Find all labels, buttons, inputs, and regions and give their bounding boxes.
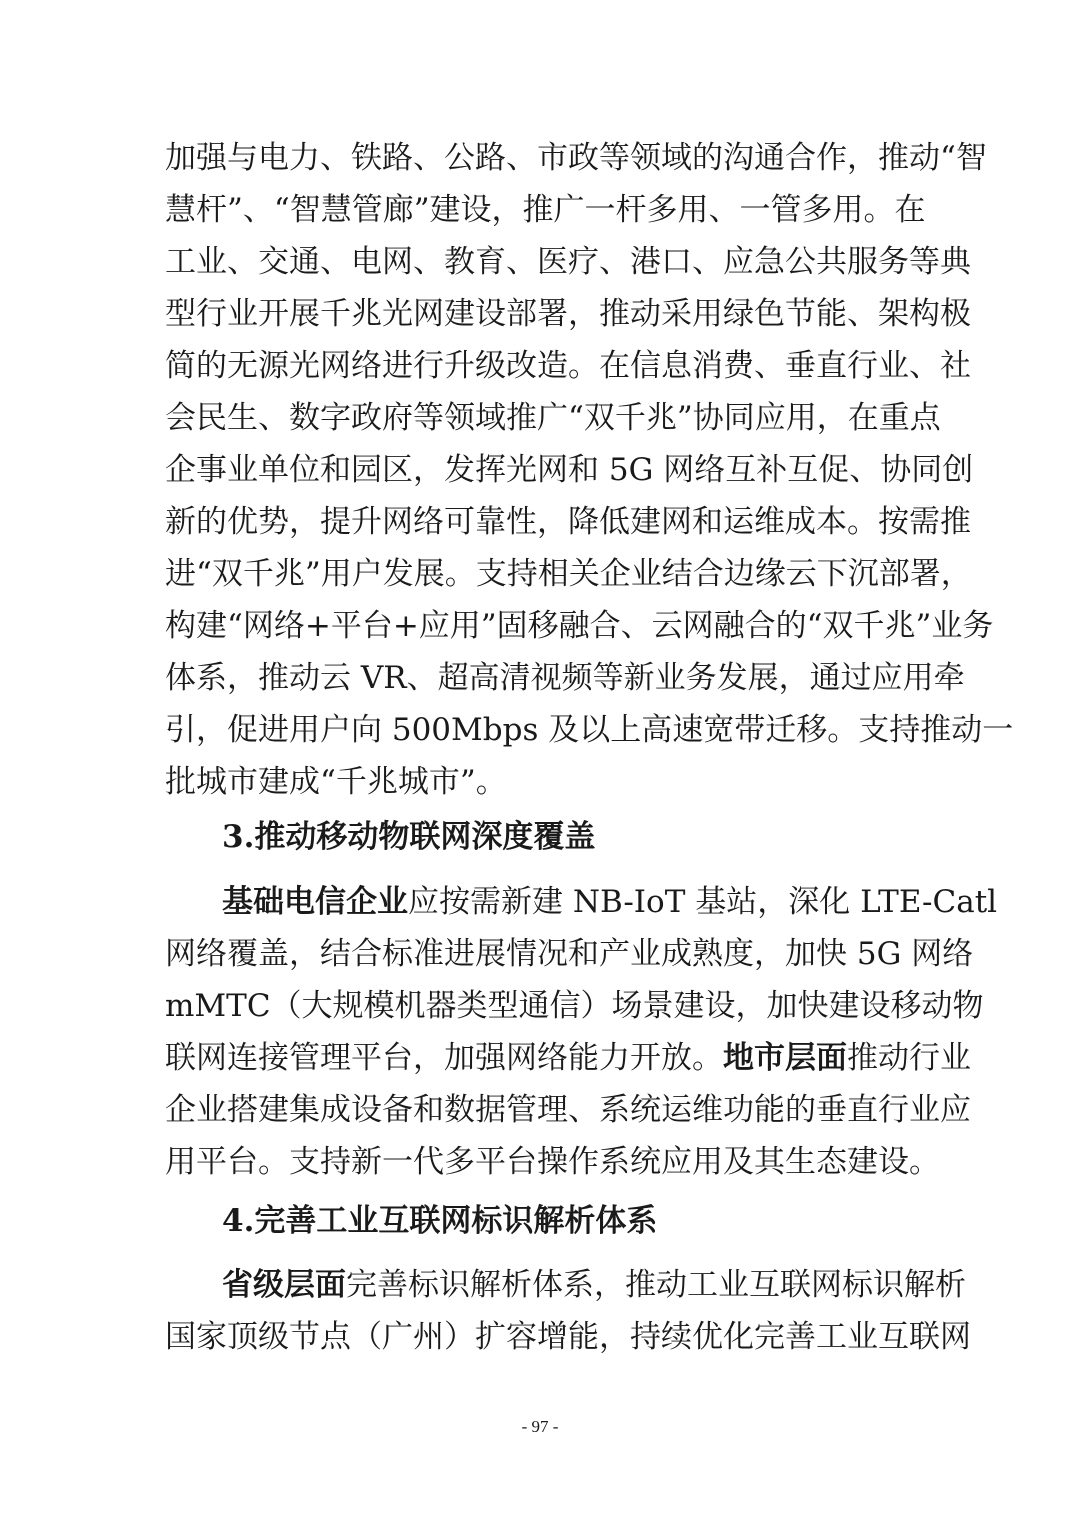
section-3-line-1 xyxy=(222,876,998,928)
paragraph-line: 构建“网络+平台+应用”固移融合、云网融合的“双千兆”业务 xyxy=(165,608,994,644)
paragraph-line: 进“双千兆”用户发展。支持相关企业结合边缘云下沉部署， xyxy=(165,556,972,592)
section-3-heading: 3.推动移动物联网深度覆盖 xyxy=(222,819,596,855)
section-4-line-2: 国家顶级节点（广州）扩容增能，持续优化完善工业互联网 xyxy=(165,1319,971,1355)
section-4-heading: 4.完善工业互联网标识解析体系 xyxy=(222,1203,658,1239)
section-3-line-3: mMTC（大规模机器类型通信）场景建设，加快建设移动物 xyxy=(165,988,984,1024)
paragraph-line: 型行业开展千兆光网建设部署，推动采用绿色节能、架构极 xyxy=(165,296,971,332)
section-4-line-1 xyxy=(222,1259,966,1311)
paragraph-line: 体系，推动云 VR、超高清视频等新业务发展，通过应用牵 xyxy=(165,660,965,696)
paragraph-line: 加强与电力、铁路、公路、市政等领域的沟通合作，推动“智 xyxy=(165,140,987,176)
paragraph-line: 引，促进用户向 500Mbps 及以上高速宽带迁移。支持推动一 xyxy=(165,712,1014,748)
section-3-bold-subject: 基础电信企业 xyxy=(222,884,408,920)
paragraph-line: 新的优势，提升网络可靠性，降低建网和运维成本。按需推 xyxy=(165,504,971,540)
paragraph-line: 工业、交通、电网、教育、医疗、港口、应急公共服务等典 xyxy=(165,244,971,280)
section-3-line-5: 企业搭建集成设备和数据管理、系统运维功能的垂直行业应 xyxy=(165,1092,971,1128)
page-number: - 97 - xyxy=(521,1417,559,1436)
section-4-bold-subject: 省级层面 xyxy=(222,1267,346,1303)
paragraph-line: 批城市建成“千兆城市”。 xyxy=(165,764,507,800)
section-3-line-4 xyxy=(165,1032,971,1084)
paragraph-line: 企事业单位和园区，发挥光网和 5G 网络互补互促、协同创 xyxy=(165,452,974,488)
section-3-line-2: 网络覆盖，结合标准进展情况和产业成熟度，加快 5G 网络 xyxy=(165,936,974,972)
section-3-line-1-text: 应按需新建 NB-IoT 基站，深化 LTE-Catl xyxy=(408,884,998,920)
section-3-line-4-end: 推动行业 xyxy=(847,1040,971,1076)
section-3-bold-subject-2: 地市层面 xyxy=(723,1040,847,1076)
section-4-line-1-text: 完善标识解析体系，推动工业互联网标识解析 xyxy=(346,1267,966,1303)
paragraph-line: 简的无源光网络进行升级改造。在信息消费、垂直行业、社 xyxy=(165,348,971,384)
section-3-line-4-start: 联网连接管理平台，加强网络能力开放。 xyxy=(165,1040,723,1076)
paragraph-line: 慧杆”、“智慧管廊”建设，推广一杆多用、一管多用。在 xyxy=(165,192,926,228)
paragraph-line: 会民生、数字政府等领域推广“双千兆”协同应用，在重点 xyxy=(165,400,941,436)
section-3-line-6: 用平台。支持新一代多平台操作系统应用及其生态建设。 xyxy=(165,1144,940,1180)
